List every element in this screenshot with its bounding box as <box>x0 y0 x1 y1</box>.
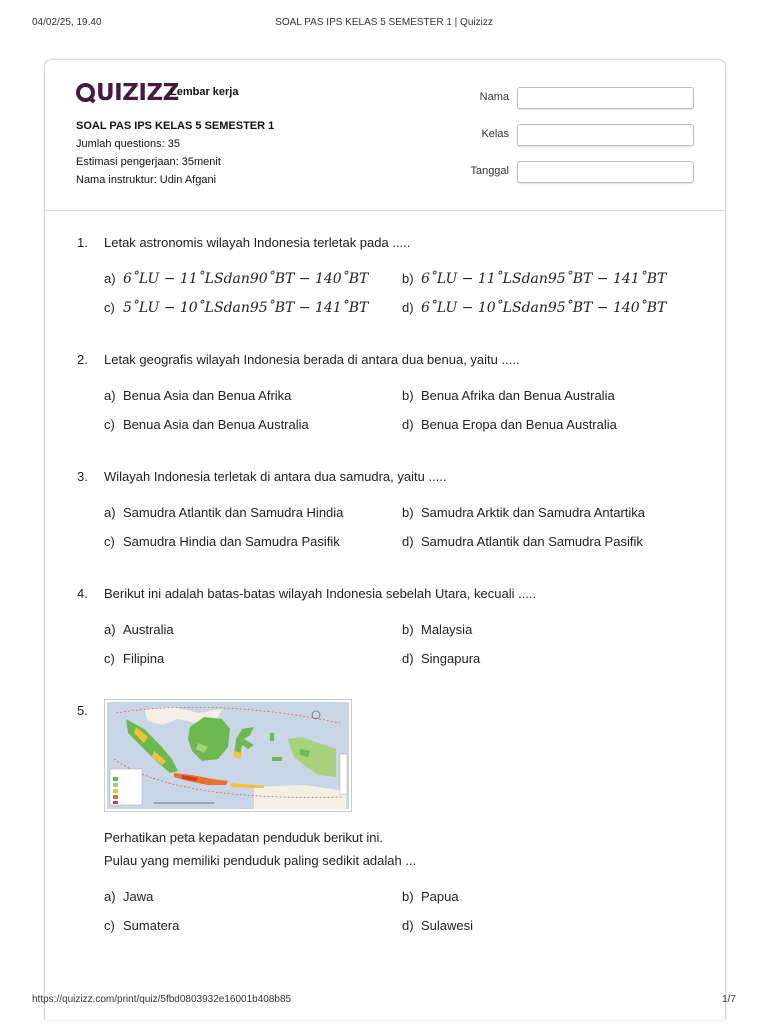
question-text: Perhatikan peta kepadatan penduduk berikut ini. <box>104 830 383 845</box>
worksheet-header <box>45 60 725 211</box>
option-text: Australia <box>123 622 174 637</box>
question-number: 5. <box>77 703 88 718</box>
option-2c[interactable]: c) Benua Asia dan Benua Australia <box>104 417 309 432</box>
worksheet-label: Lembar kerja <box>170 86 239 98</box>
option-5a[interactable]: a) Jawa <box>104 889 154 904</box>
option-text: Singapura <box>421 651 481 666</box>
option-text: Malaysia <box>421 622 473 637</box>
option-3c[interactable]: c) Samudra Hindia dan Samudra Pasifik <box>104 534 340 549</box>
question-text: Letak geografis wilayah Indonesia berada di antara dua benua, yaitu ..... <box>104 352 520 367</box>
option-4a[interactable]: a) Australia <box>104 622 174 637</box>
option-2b[interactable]: b) Benua Afrika dan Benua Australia <box>402 388 615 403</box>
question-number: 4. <box>77 586 88 601</box>
brand-q-icon <box>76 83 95 102</box>
quiz-title: SOAL PAS IPS KELAS 5 SEMESTER 1 <box>76 120 275 132</box>
option-5d[interactable]: d) Sulawesi <box>402 918 474 933</box>
option-text: Benua Eropa dan Benua Australia <box>421 417 617 432</box>
option-text: 6˚LU − 11˚LSdan95˚BT − 141˚BT <box>421 271 667 287</box>
option-5b[interactable]: b) Papua <box>402 889 459 904</box>
worksheet <box>44 59 726 1020</box>
option-text: Samudra Arktik dan Samudra Antartika <box>421 505 646 520</box>
option-text: Jawa <box>123 889 154 904</box>
option-2a[interactable]: a) Benua Asia dan Benua Afrika <box>104 388 292 403</box>
class-field[interactable] <box>517 124 694 146</box>
question-text: Berikut ini adalah batas-batas wilayah Indonesia sebelah Utara, kecuali ..... <box>104 586 537 601</box>
option-text: Sumatera <box>123 918 180 933</box>
option-1c[interactable]: c) 5˚LU − 10˚LSdan95˚BT − 141˚BT <box>104 300 369 316</box>
option-text: Samudra Atlantik dan Samudra Hindia <box>123 505 344 520</box>
option-1d[interactable]: d) 6˚LU − 10˚LSdan95˚BT − 140˚BT <box>402 300 667 316</box>
question-text: Letak astronomis wilayah Indonesia terletak pada ..... <box>104 235 411 250</box>
name-field[interactable] <box>517 87 694 109</box>
option-3a[interactable]: a) Samudra Atlantik dan Samudra Hindia <box>104 505 344 520</box>
option-5c[interactable]: c) Sumatera <box>104 918 180 933</box>
option-2d[interactable]: d) Benua Eropa dan Benua Australia <box>402 417 617 432</box>
print-url: https://quizizz.com/print/quiz/5fbd0803932e16001b408b85 <box>32 994 292 1005</box>
option-1b[interactable]: b) 6˚LU − 11˚LSdan95˚BT − 141˚BT <box>402 271 667 287</box>
option-text: Benua Asia dan Benua Australia <box>123 417 309 432</box>
option-3b[interactable]: b) Samudra Arktik dan Samudra Antartika <box>402 505 646 520</box>
estimate-time: Estimasi pengerjaan: 35menit <box>76 156 221 168</box>
option-text: Samudra Hindia dan Samudra Pasifik <box>123 534 340 549</box>
option-4b[interactable]: b) Malaysia <box>402 622 473 637</box>
option-4c[interactable]: c) Filipina <box>104 651 165 666</box>
date-field[interactable] <box>517 161 694 183</box>
question-text: Pulau yang memiliki penduduk paling sedikit adalah ... <box>104 853 417 868</box>
date-label: Tanggal <box>470 165 509 177</box>
name-label: Nama <box>479 91 509 103</box>
question-text: Wilayah Indonesia terletak di antara dua samudra, yaitu ..... <box>104 469 447 484</box>
page-number: 1/7 <box>722 994 736 1005</box>
option-text: Sulawesi <box>421 918 474 933</box>
option-text: Benua Afrika dan Benua Australia <box>421 388 615 403</box>
option-4d[interactable]: d) Singapura <box>402 651 481 666</box>
quizizz-logo: UIZIZZ <box>76 80 179 106</box>
population-density-map <box>104 699 352 812</box>
class-label: Kelas <box>481 128 509 140</box>
option-1a[interactable]: a) 6˚LU − 11˚LSdan90˚BT − 140˚BT <box>104 271 369 287</box>
option-text: Filipina <box>123 651 165 666</box>
instructor-name: Nama instruktur: Udin Afgani <box>76 174 217 186</box>
option-text: 6˚LU − 10˚LSdan95˚BT − 140˚BT <box>421 300 667 316</box>
option-3d[interactable]: d) Samudra Atlantik dan Samudra Pasifik <box>402 534 643 549</box>
question-number: 1. <box>77 235 88 250</box>
option-text: Samudra Atlantik dan Samudra Pasifik <box>421 534 643 549</box>
question-number: 3. <box>77 469 88 484</box>
option-text: 6˚LU − 11˚LSdan90˚BT − 140˚BT <box>123 271 369 287</box>
questions-count: Jumlah questions: 35 <box>76 138 180 150</box>
option-text: Papua <box>421 889 459 904</box>
question-number: 2. <box>77 352 88 367</box>
option-text: Benua Asia dan Benua Afrika <box>123 388 292 403</box>
option-text: 5˚LU − 10˚LSdan95˚BT − 141˚BT <box>123 300 369 316</box>
print-title: SOAL PAS IPS KELAS 5 SEMESTER 1 | Quizizz <box>275 17 493 28</box>
print-date: 04/02/25, 19.40 <box>32 17 102 28</box>
